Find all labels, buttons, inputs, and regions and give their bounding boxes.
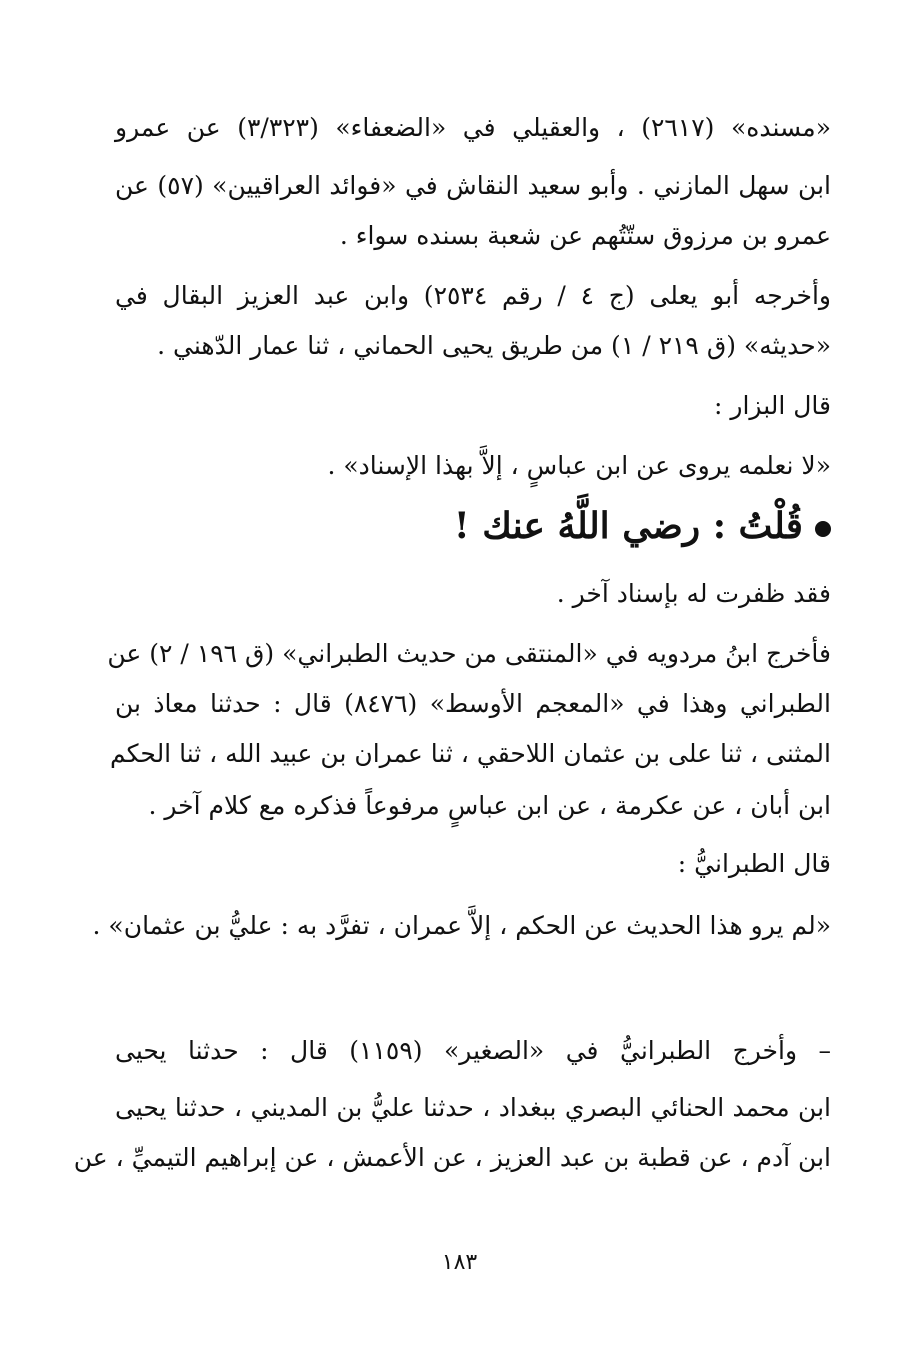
quote-line-7: «لا نعلمه يروى عن ابن عباسٍ ، إلاَّ بهذا الإسناد» . bbox=[327, 451, 831, 480]
text-line-12: ابن أبان ، عن عكرمة ، عن ابن عباسٍ مرفوعاً فذكره مع كلام آخر . bbox=[148, 791, 831, 820]
text-line-3: عمرو بن مرزوق ستّتُهم عن شعبة بسنده سواء . bbox=[339, 221, 831, 250]
quote-line-14: «لم يرو هذا الحديث عن الحكم ، إلاَّ عمران ، تفرَّد به : عليُّ بن عثمان» . bbox=[92, 911, 831, 940]
section-heading bbox=[454, 500, 831, 552]
page-number: ١٨٣ bbox=[441, 1250, 478, 1275]
text-line-13: قال الطبرانيُّ : bbox=[677, 849, 831, 878]
text-line-16: ابن محمد الحنائي البصري ببغداد ، حدثنا عليُّ بن المديني ، حدثنا يحيى bbox=[115, 1093, 831, 1122]
text-line-4: وأخرجه أبو يعلى (ج ٤ / رقم ٢٥٣٤) وابن عبد العزيز البقال في bbox=[115, 281, 831, 310]
text-line-17: ابن آدم ، عن قطبة بن عبد العزيز ، عن الأعمش ، عن إبراهيم التيميِّ ، عن bbox=[73, 1143, 831, 1172]
text-line-9: فأخرج ابنُ مردويه في «المنتقى من حديث الطبراني» (ق ١٩٦ / ٢) عن bbox=[107, 639, 831, 668]
text-line-2: ابن سهل المازني . وأبو سعيد النقاش في «فوائد العراقيين» (٥٧) عن bbox=[115, 171, 831, 200]
text-line-8: فقد ظفرت له بإسناد آخر . bbox=[556, 579, 831, 608]
text-line-6: قال البزار : bbox=[714, 391, 831, 420]
text-line-1: «مسنده» (٢٦١٧) ، والعقيلي في «الضعفاء» (٣/٣٢٣) عن عمرو bbox=[115, 113, 831, 142]
entry-line-15 bbox=[115, 1028, 831, 1071]
entry-line-15-text: – وأخرج الطبرانيُّ في «الصغير» (١١٥٩) قال : حدثنا يحيى bbox=[115, 1036, 832, 1065]
bullet-icon bbox=[815, 521, 831, 537]
heading-text: قُلْتُ : رضي اللَّهُ عنك ! bbox=[453, 505, 803, 547]
text-line-11: المثنى ، ثنا على بن عثمان اللاحقي ، ثنا عمران بن عبيد الله ، ثنا الحكم bbox=[109, 739, 831, 768]
text-line-10: الطبراني وهذا في «المعجم الأوسط» (٨٤٧٦) قال : حدثنا معاذ بن bbox=[115, 689, 831, 718]
text-line-5: «حديثه» (ق ٢١٩ / ١) من طريق يحيى الحماني ، ثنا عمار الدّهني . bbox=[157, 331, 831, 360]
